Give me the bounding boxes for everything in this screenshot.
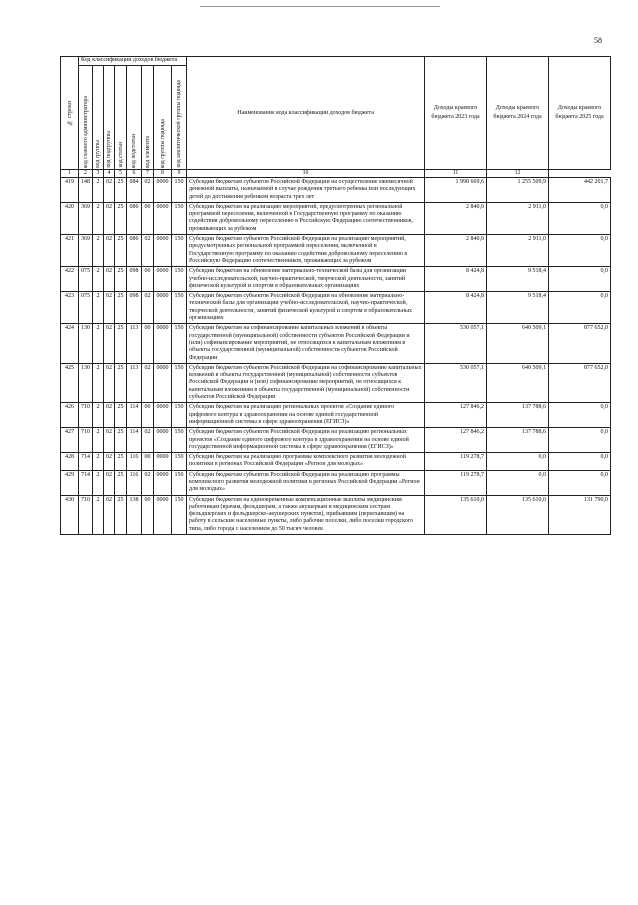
revenue-table (60, 56, 611, 535)
code-cell: 00 (142, 453, 154, 471)
code-cell: 2 (93, 428, 104, 453)
row-number-cell: 425 (61, 363, 79, 402)
column-number: 1 (61, 170, 79, 178)
column-number: 11 (425, 170, 487, 178)
code-cell: 0000 (154, 324, 172, 363)
amount-2023-cell: 8 424,8 (425, 267, 487, 292)
column-number: 6 (127, 170, 142, 178)
column-number: 8 (154, 170, 172, 178)
code-cell: 130 (79, 324, 93, 363)
code-header-4 (115, 66, 127, 170)
amount-2024-cell: 640 509,1 (487, 324, 549, 363)
amount-2023-cell: 2 840,0 (425, 235, 487, 267)
amount-2025-cell: 0,0 (549, 428, 611, 453)
code-cell: 086 (127, 202, 142, 234)
code-cell: 0000 (154, 178, 172, 203)
amount-2025-cell: 131 790,0 (549, 495, 611, 534)
code-cell: 2 (93, 324, 104, 363)
code-cell: 2 (93, 267, 104, 292)
amount-2023-cell: 127 846,2 (425, 428, 487, 453)
code-cell: 150 (172, 470, 187, 495)
code-cell: 0000 (154, 428, 172, 453)
row-number-header (61, 57, 79, 170)
row-number-cell: 424 (61, 324, 79, 363)
code-cell: 150 (172, 178, 187, 203)
code-cell: 148 (79, 178, 93, 203)
amount-2025-cell: 0,0 (549, 292, 611, 324)
code-cell: 02 (142, 292, 154, 324)
table-body (61, 170, 611, 535)
code-cell: 02 (142, 178, 154, 203)
column-number: 9 (172, 170, 187, 178)
code-cell: 075 (79, 292, 93, 324)
code-cell: 02 (104, 178, 115, 203)
name-cell: Субсидии бюджетам на реализацию региональных проектов «Создание единого цифрового контура в здравоохранении на основе единой государственной информационной системы в сфере здравоохранения (ЕГИСЗ)» (187, 403, 425, 428)
page-number: 58 (594, 36, 602, 45)
row-number-cell: 423 (61, 292, 79, 324)
code-cell: 369 (79, 202, 93, 234)
code-header-6 (142, 66, 154, 170)
column-number: 3 (93, 170, 104, 178)
amount-2025-cell: 442 201,7 (549, 178, 611, 203)
amount-2023-cell: 135 610,0 (425, 495, 487, 534)
row-number-cell: 420 (61, 202, 79, 234)
code-header-label: код элемента (144, 135, 151, 168)
code-cell: 2 (93, 403, 104, 428)
code-cell: 150 (172, 453, 187, 471)
code-header-label: код аналитической группы подвида (176, 80, 183, 168)
row-number-header-label: № строки (66, 100, 73, 126)
table-row (61, 428, 611, 453)
code-cell: 150 (172, 202, 187, 234)
code-cell: 113 (127, 363, 142, 402)
amount-2025-cell: 0,0 (549, 202, 611, 234)
amount-2024-cell: 0,0 (487, 453, 549, 471)
amount-2024-cell: 2 911,0 (487, 202, 549, 234)
code-cell: 02 (104, 324, 115, 363)
table-row (61, 292, 611, 324)
code-cell: 150 (172, 267, 187, 292)
table-row (61, 267, 611, 292)
column-number: 7 (142, 170, 154, 178)
code-cell: 2 (93, 292, 104, 324)
code-cell: 25 (115, 363, 127, 402)
code-cell: 2 (93, 202, 104, 234)
table-row (61, 178, 611, 203)
column-number: 2 (79, 170, 93, 178)
top-rule (200, 6, 440, 7)
code-cell: 114 (127, 403, 142, 428)
code-header-label: код группы (95, 140, 101, 168)
code-cell: 130 (79, 363, 93, 402)
name-cell: Субсидии бюджетам на единовременные компенсационные выплаты медицинским работникам (врачам, фельдшерам, а также акушеркам и медицинским сестрам фельдшерских и фельдшерско-акушерских пунктов), прибывшим (переехавшим) на работу в сельские населенные пункты, либо рабочие поселки, либо поселки городского типа, либо города с населением до 50 тысяч человек (187, 495, 425, 534)
code-cell: 25 (115, 470, 127, 495)
code-cell: 25 (115, 267, 127, 292)
code-cell: 02 (142, 428, 154, 453)
amount-2025-cell: 877 652,0 (549, 363, 611, 402)
code-cell: 0000 (154, 202, 172, 234)
table-row (61, 235, 611, 267)
amount-2025-cell: 0,0 (549, 267, 611, 292)
code-cell: 25 (115, 324, 127, 363)
code-cell: 138 (127, 495, 142, 534)
row-number-cell: 428 (61, 453, 79, 471)
amount-2025-cell: 0,0 (549, 453, 611, 471)
code-header-label: код подстатьи (131, 133, 137, 168)
code-header-2 (93, 66, 104, 170)
code-cell: 25 (115, 428, 127, 453)
code-cell: 02 (104, 495, 115, 534)
name-cell: Субсидии бюджетам субъектов Российской Федерации на обновление материально-технической базы для организации учебно-исследовательской, научно-практической, творческой деятельности, занятий физической культурой и спортом в образовательных организациях (187, 292, 425, 324)
row-number-cell: 426 (61, 403, 79, 428)
code-cell: 0000 (154, 363, 172, 402)
amount-2025-cell: 0,0 (549, 470, 611, 495)
row-number-cell: 429 (61, 470, 79, 495)
code-header-8 (172, 66, 187, 170)
column-number: 4 (104, 170, 115, 178)
amount-2023-cell: 8 424,8 (425, 292, 487, 324)
code-header-7 (154, 66, 172, 170)
amount-2023-cell: 530 057,1 (425, 324, 487, 363)
amount-2024-cell: 137 788,6 (487, 428, 549, 453)
table-row (61, 403, 611, 428)
code-cell: 0000 (154, 453, 172, 471)
code-cell: 369 (79, 235, 93, 267)
name-cell: Субсидии бюджетам субъектов Российской Федерации на реализацию программы комплексного развития молодежной политики в регионах Российской Федерации «Регион для молодых» (187, 470, 425, 495)
code-cell: 086 (127, 235, 142, 267)
amount-2024-cell: 0,0 (487, 470, 549, 495)
code-cell: 114 (127, 428, 142, 453)
code-cell: 00 (142, 267, 154, 292)
code-cell: 150 (172, 324, 187, 363)
code-cell: 02 (104, 470, 115, 495)
name-cell: Субсидии бюджетам субъектов Российской Федерации на осуществление ежемесячной денежной выплаты, назначаемой в случае рождения третьего ребенка или последующих детей до достижения ребенком возраста трех лет (187, 178, 425, 203)
code-cell: 25 (115, 235, 127, 267)
row-number-cell: 422 (61, 267, 79, 292)
amount-2024-cell: 9 518,4 (487, 267, 549, 292)
row-number-cell: 430 (61, 495, 79, 534)
code-cell: 150 (172, 235, 187, 267)
code-cell: 00 (142, 324, 154, 363)
amount-2023-cell: 119 278,7 (425, 470, 487, 495)
row-number-cell: 421 (61, 235, 79, 267)
amount-2025-cell: 877 652,0 (549, 324, 611, 363)
code-cell: 02 (142, 470, 154, 495)
code-cell: 00 (142, 495, 154, 534)
code-cell: 098 (127, 292, 142, 324)
amount-2024-header: Доходы краевого бюджета 2024 года (487, 57, 549, 170)
amount-2024-cell: 2 911,0 (487, 235, 549, 267)
code-cell: 150 (172, 428, 187, 453)
code-cell: 02 (104, 292, 115, 324)
table-row (61, 363, 611, 402)
amount-2024-cell: 9 518,4 (487, 292, 549, 324)
code-cell: 714 (79, 470, 93, 495)
code-header-label: код подгруппы (106, 131, 112, 168)
code-cell: 02 (104, 428, 115, 453)
code-cell: 2 (93, 178, 104, 203)
row-number-cell: 419 (61, 178, 79, 203)
row-number-cell: 427 (61, 428, 79, 453)
name-cell: Субсидии бюджетам на софинансирование капитальных вложений в объекты государственной (муниципальной) собственности субъектов Российской Федерации и (или) софинансирование мероприятий, не относящихся к капитальным вложениям в объекты государственной (муниципальной) собственности субъектов Российской Федерации (187, 324, 425, 363)
code-cell: 710 (79, 495, 93, 534)
name-cell: Субсидии бюджетам субъектов Российской Федерации на реализацию региональных проектов «Создание единого цифрового контура в здравоохранении на основе единой государственной информационной системы в сфере здравоохранения (ЕГИСЗ)» (187, 428, 425, 453)
code-cell: 2 (93, 235, 104, 267)
code-cell: 710 (79, 428, 93, 453)
code-cell: 116 (127, 470, 142, 495)
code-cell: 02 (104, 453, 115, 471)
code-cell: 2 (93, 470, 104, 495)
code-cell: 0000 (154, 235, 172, 267)
code-cell: 2 (93, 495, 104, 534)
code-cell: 098 (127, 267, 142, 292)
code-header-label: код главного администратора (82, 95, 89, 168)
code-cell: 25 (115, 178, 127, 203)
code-header-label: код статьи (117, 142, 124, 168)
name-cell: Субсидии бюджетам субъектов Российской Федерации на реализацию мероприятий, предусмотренных региональной программой переселения, включенной в Государственную программу по оказанию содействия добровольному переселению в Российскую Федерацию соотечественников, проживающих за рубежом (187, 235, 425, 267)
table-row (61, 453, 611, 471)
code-cell: 0000 (154, 292, 172, 324)
code-cell: 02 (104, 403, 115, 428)
code-cell: 25 (115, 403, 127, 428)
amount-2025-cell: 0,0 (549, 403, 611, 428)
amount-2024-cell: 640 509,1 (487, 363, 549, 402)
code-cell: 150 (172, 495, 187, 534)
table-row (61, 202, 611, 234)
code-header-label: код группы подвида (159, 118, 166, 168)
code-cell: 084 (127, 178, 142, 203)
name-cell: Субсидии бюджетам на реализацию программы комплексного развития молодежной политики в регионах Российской Федерации «Регион для молодых» (187, 453, 425, 471)
amount-2024-cell: 1 255 509,9 (487, 178, 549, 203)
code-cell: 0000 (154, 403, 172, 428)
column-number: 5 (115, 170, 127, 178)
code-cell: 25 (115, 292, 127, 324)
code-cell: 02 (142, 363, 154, 402)
code-cell: 150 (172, 363, 187, 402)
name-cell: Субсидии бюджетам на реализацию мероприятий, предусмотренных региональной программой переселения, включенной в Государственную программу по оказанию содействия добровольному переселению в Российскую Федерацию соотечественников, проживающих за рубежом (187, 202, 425, 234)
code-cell: 25 (115, 495, 127, 534)
code-cell: 02 (104, 363, 115, 402)
code-cell: 00 (142, 403, 154, 428)
column-number-row (61, 170, 611, 178)
code-cell: 710 (79, 403, 93, 428)
code-header-5 (127, 66, 142, 170)
name-header: Наименование кода классификации доходов бюджета (187, 57, 425, 170)
name-cell: Субсидии бюджетам субъектов Российской Федерации на софинансирование капитальных вложений в объекты государственной (муниципальной) собственности субъектов Российской Федерации и (или) софинансирование мероприятий, не относящихся к капитальным вложениям в объекты государственной (муниципальной) собственности субъектов Российской Федерации (187, 363, 425, 402)
amount-2023-header: Доходы краевого бюджета 2023 года (425, 57, 487, 170)
code-header-3 (104, 66, 115, 170)
table-row (61, 495, 611, 534)
code-cell: 00 (142, 202, 154, 234)
table-row (61, 324, 611, 363)
code-header-1 (79, 66, 93, 170)
code-cell: 150 (172, 292, 187, 324)
code-cell: 25 (115, 453, 127, 471)
table-row (61, 470, 611, 495)
code-cell: 714 (79, 453, 93, 471)
amount-2024-cell: 135 610,0 (487, 495, 549, 534)
amount-2024-cell: 137 788,6 (487, 403, 549, 428)
amount-2023-cell: 127 846,2 (425, 403, 487, 428)
amount-2023-cell: 2 840,0 (425, 202, 487, 234)
column-number: 12 (487, 170, 549, 178)
code-cell: 0000 (154, 495, 172, 534)
code-cell: 075 (79, 267, 93, 292)
code-cell: 150 (172, 403, 187, 428)
column-number: 10 (187, 170, 425, 178)
amount-2025-cell: 0,0 (549, 235, 611, 267)
amount-2023-cell: 119 278,7 (425, 453, 487, 471)
amount-2025-header: Доходы краевого бюджета 2025 года (549, 57, 611, 170)
code-cell: 2 (93, 453, 104, 471)
code-cell: 116 (127, 453, 142, 471)
code-group-header: Код классификации доходов бюджета (79, 57, 187, 66)
code-cell: 0000 (154, 470, 172, 495)
name-cell: Субсидии бюджетам на обновление материально-технической базы для организации учебно-исследовательской, научно-практической, творческой деятельности, занятий физической культурой и спортом в образовательных организациях (187, 267, 425, 292)
amount-2023-cell: 530 057,1 (425, 363, 487, 402)
amount-2023-cell: 1 998 669,6 (425, 178, 487, 203)
code-cell: 02 (104, 267, 115, 292)
code-cell: 02 (142, 235, 154, 267)
code-cell: 113 (127, 324, 142, 363)
code-cell: 02 (104, 202, 115, 234)
code-cell: 0000 (154, 267, 172, 292)
code-cell: 02 (104, 235, 115, 267)
code-cell: 25 (115, 202, 127, 234)
code-cell: 2 (93, 363, 104, 402)
